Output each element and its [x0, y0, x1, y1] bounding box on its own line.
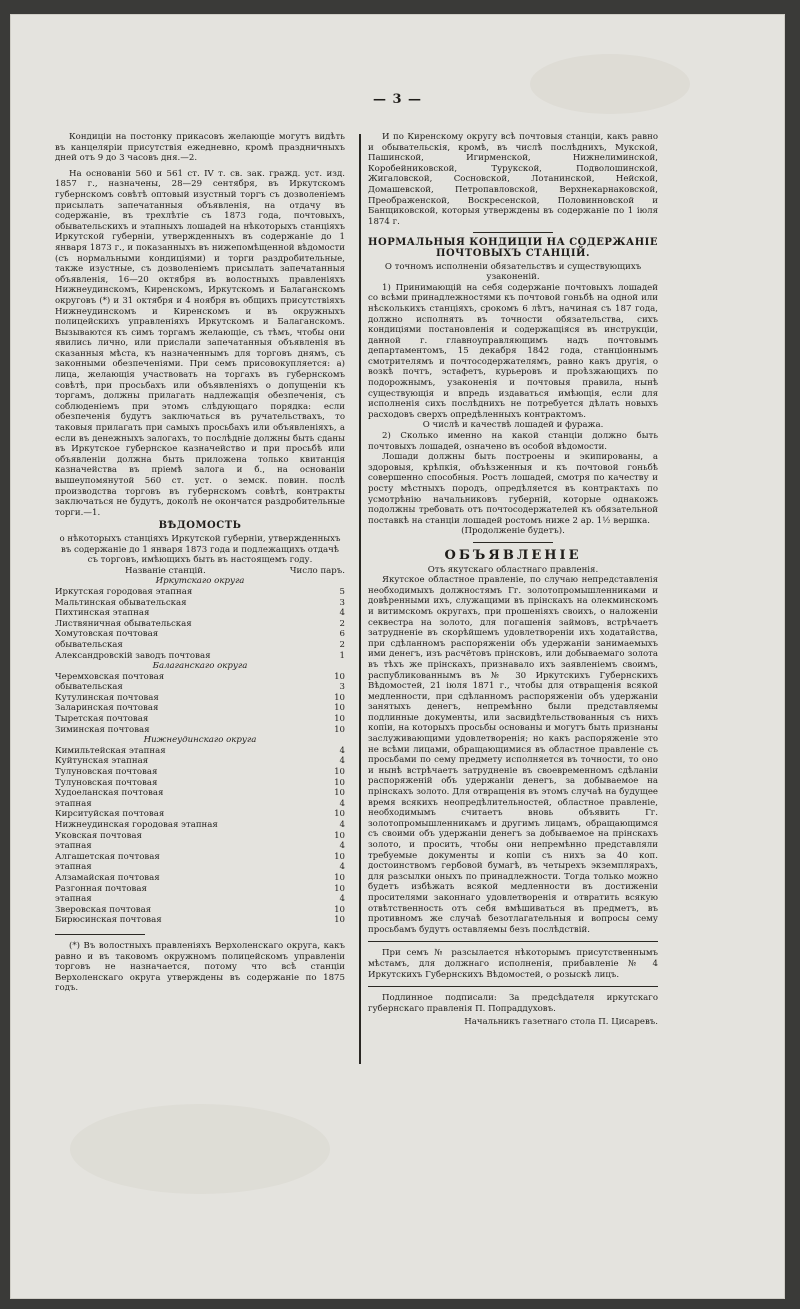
station-pair-count: 10	[334, 904, 345, 915]
station-row	[55, 651, 345, 662]
horses-subheading: О числѣ и качествѣ лошадей и фуража.	[422, 420, 604, 431]
station-pair-count: 10	[334, 714, 345, 725]
station-pair-count: 10	[334, 777, 345, 788]
station-row	[55, 831, 345, 842]
station-row	[55, 841, 345, 852]
station-pair-count: 4	[339, 841, 345, 852]
station-group-row	[55, 735, 345, 746]
station-name: Зверовская почтовая	[55, 904, 152, 915]
station-group-name: Иркутскаго округа	[155, 576, 245, 587]
column-header-count: Число паръ.	[289, 565, 345, 576]
supplement-paragraph: При семъ № разсылается нѣкоторымъ присутственнымъ мѣстамъ, для должнаго исполненія, прибавленіе № 4 Иркутскихъ Губернскихъ Вѣдомостей, о розыскѣ лицъ.	[368, 948, 658, 980]
station-name: Бирюсинская почтовая	[55, 915, 162, 926]
column-header-station: Названіе станцій.	[125, 565, 206, 576]
station-pair-count: 10	[334, 883, 345, 894]
station-row	[55, 714, 345, 725]
auction-paragraph: На основаніи 560 и 561 ст. IV т. св. зак. гражд. уст. изд. 1857 г., назначены, 28—29 сентября, въ Иркутскомъ губернскомъ совѣтѣ оптовый изустный торгъ съ дозволеніемъ присылать запечатанныя объявленія, на отдачу въ содержаніе, въ трехлѣтіе съ 1873 года, почтовыхъ, обывательскихъ и этапныхъ лошадей на нѣкоторыхъ станціяхъ Иркутской губерніи, утвержденныхъ въ содержаніе до 1 января 1873 г., и показанныхъ въ нижепомѣщенной вѣдомости (съ нормальными кондиціями) и торги раздробительные, также изустные, съ дозволеніемъ присылать запечатанныя объявленія, 16—20 октября въ волостныхъ правленіяхъ Нижнеудинскомъ, Киренскомъ, Иркутскомъ и Балаганскомъ округовъ (*) и 31 октября и 4 ноября въ общихъ присутствіяхъ Нижнеудинскомъ и Киренскомъ и въ окружныхъ полицейскихъ управленіяхъ Иркутскомъ и Балаганскомъ. Вызываются къ симъ торгамъ желающіе, съ тѣмъ, чтобы они явились лично, или прислали запечатанныя объявленія въ сказанныя мѣста, къ назначеннымъ для торговъ днямъ, съ законными обезпеченіями. При семъ присовокупляется: а) лица, желающія участвовать на торгахъ въ губернскомъ совѣтѣ, при просьбахъ или объявленіяхъ о допущеніи къ торгамъ, должны прилагать надлежащія обезпеченія, съ соблюденіемъ при этомъ слѣдующаго порядка: если обезпеченія будутъ заключаться въ ручательствахъ, то таковыя прилагать при самыхъ просьбахъ или объявленіяхъ, а если въ денежныхъ залогахъ, то послѣдніе должны быть сданы въ Иркутское губернское казначейство и при просьбѣ или объявленіи должна быть приложена только квитанція казначейства въ пріемѣ залога и б., на основаніи вышеупомянутой 560 ст. уст. о земск. повин. послѣ производства торговъ въ губернскомъ совѣтѣ, контракты заключаться не будутъ, доколѣ не окончатся раздробительные торги.—1.	[55, 168, 345, 518]
station-name: Черемховская почтовая	[55, 671, 165, 682]
station-name: Алгашетская почтовая	[55, 851, 160, 862]
station-name: обывательская	[55, 639, 123, 650]
station-row	[55, 852, 345, 863]
announcement-paragraph: Якутское областное правленіе, по случаю непредставленія необходимыхъ должностямъ Гг. золотопромышленниками и довѣренными ихъ, служащими въ прінскахъ на олекминскомъ и витимскомъ округахъ, при прошеніяхъ своихъ, о наложеніи секвестра на золото, для погашенія займовъ, встрѣчаетъ затрудненіе въ скорѣйшемъ удовлетвореніи ихъ ходатайства, при сдѣланномъ распоряженіи объ удержаніи занимаемыхъ ими денегъ, изъ расчётовъ прінсковъ, или добываемаго золота въ тѣхъ же прінскахъ, признавало ихъ заявленіемъ своимъ, распубликованнымъ въ № 30 Иркутскихъ Губернскихъ Вѣдомостей, 21 іюля 1871 г., чтобы для отвращенія всякой медленности, при сдѣланномъ распоряженіи объ удержаніи занятыхъ денегъ, непремѣнно были представляемы подлинные документы, или засвидѣтельствованныя съ нихъ копіи, на которыхъ просьбы основаны и могутъ быть признаны заслуживающими удовлетворенія; но какъ распоряженіе это не всѣми лицами, обращающимися въ областное правленіе съ просьбами по сему предмету исполняется въ точности, то оно и нынѣ встрѣчаетъ затрудненіе въ своевременномъ сдѣланіи распоряженій объ удержаніи денегъ, за добываемое на прінскахъ золото. Для отвращенія въ этомъ случаѣ на будущее время всякихъ неопредѣлительностей, областное правленіе, необходимымъ считаетъ вновь объявить Гг. золотопромышленникамъ и другимъ лицамъ, обращающимся съ своими объ удержаніи денегъ за добываемое на прінскахъ золото, и просить, чтобы они непремѣнно представляли требуемые документы и копіи съ нихъ за 40 коп. достоинствомъ гербовой бумагѣ, въ четырехъ экземплярахъ, для разсылки оныхъ по принадлежности. Тогда только можно будетъ избѣжать всякой медленности въ достиженіи просителями законнаго удовлетворенія и отвратить всякую отвѣтственность отъ себя вмѣшиваться въ предметъ, въ противномъ же случаѣ безотлагательныя и вопросы сему просьбамъ будутъ оставляемы безъ послѣдствій.	[368, 575, 658, 935]
announcement-subheading: Отъ якутскаго областнаго правленія.	[427, 564, 599, 575]
column-divider	[359, 134, 361, 1064]
station-row	[55, 778, 345, 789]
notice-paragraph: Кондиціи на постонку прикасовъ желающіе могутъ видѣть въ канцеляріи присутствія ежедневно, кромѣ праздничныхъ дней отъ 9 до 3 часовъ дня.—2.	[55, 132, 345, 164]
station-name: Уковская почтовая	[55, 830, 142, 841]
station-row	[55, 693, 345, 704]
station-name: этапная	[55, 894, 92, 905]
station-pair-count: 10	[334, 671, 345, 682]
station-row	[55, 873, 345, 884]
station-name: Алзамайская почтовая	[55, 872, 160, 883]
station-name: Иркутская городовая этапная	[55, 586, 193, 597]
station-row	[55, 905, 345, 916]
table-header	[55, 566, 345, 577]
station-name: этапная	[55, 841, 92, 852]
station-pair-count: 10	[334, 915, 345, 926]
station-group-name: Нижнеудинскаго округа	[143, 735, 257, 746]
station-pair-count: 3	[339, 597, 345, 608]
kirensk-paragraph: И по Киренскому округу всѣ почтовыя станціи, какъ равно и обывательскія, кромѣ, въ числѣ послѣднихъ, Мукской, Пашинской, Игирменской, Нижнелиминской, Коробейниковской, Турукской, Подволошинской, Жигаловской, Сосновской, Лотанинской, Нейской, Домашевской, Петропавловской, Верхнекарнаковской, Преображенской, Воскресенской, Половинновской и Банщиковской, которыя утверждены въ содержаніе по 1 іюля 1874 г.	[368, 132, 658, 227]
conditions-paragraph-1: 1) Принимающій на себя содержаніе почтовыхъ лошадей со всѣми принадлежностями къ почтовой гоньбѣ на одной или нѣсколькихъ станціяхъ, срокомъ 6 лѣтъ, начиная съ 187 года, должно исполнять въ точности обязательства, сихъ кондиціями постановленія и содержащіяся въ инструкціи, данной г. главноуправляющимъ надъ почтовымъ департаментомъ, 15 декабря 1842 года, станціоннымъ смотрителямъ и почтосодержателямъ, равно какъ другія, о возкѣ почтъ, эстафетъ, курьеровъ и проѣзжающихъ по подорожнымъ, узаконенія и почтовыя правила, нынѣ существующія и впредь издаваться имѣющія, если для исполненія сихъ послѣднихъ не потребуется дѣлать новыхъ расходовъ сверхъ опредѣленныхъ контрактомъ.	[368, 282, 658, 420]
station-row	[55, 672, 345, 683]
conditions-subheading: О точномъ исполненіи обязательствъ и существующихъ узаконеній.	[384, 261, 642, 283]
station-name: Разгонная почтовая	[55, 883, 147, 894]
station-name: Александровскій заводъ почтовая	[55, 650, 211, 661]
station-row	[55, 587, 345, 598]
station-row	[55, 725, 345, 736]
station-name: Нижнеудинская городовая этапная	[55, 820, 218, 830]
station-group-row	[55, 661, 345, 672]
station-pair-count: 4	[339, 745, 345, 756]
station-row	[55, 884, 345, 895]
station-row	[55, 894, 345, 905]
station-pair-count: 10	[334, 692, 345, 703]
station-row	[55, 788, 345, 799]
station-name: обывательская	[55, 682, 123, 693]
station-pair-count: 4	[339, 608, 345, 619]
station-row	[55, 598, 345, 609]
footnote-rule	[55, 934, 145, 935]
station-pair-count: 4	[339, 820, 345, 830]
station-row	[55, 703, 345, 714]
announcement-heading: ОБЪЯВЛЕНІЕ	[444, 547, 582, 563]
station-group-row	[55, 576, 345, 587]
station-pair-count: 10	[334, 809, 345, 820]
station-pair-count: 6	[339, 629, 345, 640]
signature-line: Подлинное подписали: За предсѣдателя иркутскаго губернскаго правленія П. Попраддуховъ.	[368, 993, 658, 1014]
station-name: Заларинская почтовая	[55, 703, 159, 714]
station-pair-count: 10	[334, 788, 345, 799]
station-name: Хомутовская почтовая	[55, 629, 159, 640]
conditions-paragraph-2: 2) Сколько именно на какой станціи должно быть почтовыхъ лошадей, означено въ особой вѣдомости.	[368, 431, 658, 452]
right-column	[368, 132, 658, 1028]
station-name: Кимильтейская этапная	[55, 745, 166, 756]
station-name: Мальтинская обывательская	[55, 597, 187, 608]
station-name: Куйтунская этапная	[55, 756, 149, 767]
station-name: Зиминская почтовая	[55, 724, 150, 735]
station-row	[55, 820, 345, 831]
station-name: этапная	[55, 798, 92, 809]
station-row	[55, 809, 345, 820]
stations-table	[55, 576, 345, 926]
station-pair-count: 4	[339, 756, 345, 767]
section-rule	[473, 232, 553, 233]
station-row	[55, 756, 345, 767]
station-name: Тыретская почтовая	[55, 714, 149, 725]
station-pair-count: 5	[339, 586, 345, 597]
station-row	[55, 682, 345, 693]
conditions-heading: НОРМАЛЬНЫЯ КОНДИЦІИ НА СОДЕРЖАНІЕ ПОЧТОВЫХЪ СТАНЦІЙ.	[368, 237, 658, 259]
station-row	[55, 799, 345, 810]
station-pair-count: 10	[334, 851, 345, 862]
footnote: (*) Въ волостныхъ правленіяхъ Верхоленскаго округа, какъ равно и въ таковомъ окружномъ полицейскомъ управленіи торговъ не назначается, потому что всѣ станціи Верхоленскаго округа утверждены въ содержаніе по 1875 годъ.	[55, 940, 345, 994]
station-pair-count: 10	[334, 724, 345, 735]
station-row	[55, 640, 345, 651]
station-pair-count: 3	[339, 682, 345, 693]
page-number: — 3 —	[372, 92, 423, 107]
station-pair-count: 4	[339, 862, 345, 873]
signature-line: Начальникъ газетнаго стола П. Цисаревъ.	[464, 1017, 658, 1028]
vedomost-title: ВѢДОМОСТЬ	[158, 520, 242, 532]
station-row	[55, 767, 345, 778]
vedomost-subtitle: о нѣкоторыхъ станціяхъ Иркутской губерніи, утвержденныхъ въ содержаніе до 1 января 1873 года и подлежащихъ отдачѣ съ торговъ, имѣющихъ быть въ настоящемъ году.	[59, 533, 341, 566]
left-column	[55, 132, 345, 994]
station-row	[55, 915, 345, 926]
station-row	[55, 629, 345, 640]
station-pair-count: 1	[339, 650, 345, 661]
station-name: этапная	[55, 862, 92, 873]
station-row	[55, 608, 345, 619]
continuation-note: (Продолженіе будетъ).	[461, 526, 565, 537]
station-pair-count: 2	[339, 618, 345, 629]
station-row	[55, 862, 345, 873]
newspaper-page	[10, 14, 785, 1299]
station-name: Кутулинская почтовая	[55, 692, 159, 703]
station-pair-count: 4	[339, 894, 345, 905]
station-name: Кирситуйская почтовая	[55, 809, 165, 820]
conditions-paragraph-3: Лошади должны быть построены и экипированы, а здоровыя, крѣпкія, объѣзженныя и къ почтовой гоньбѣ совершенно способныя. Ростъ лошадей, смотря по качеству и росту мѣстныхъ породъ, опредѣляется въ контрактахъ по усмотрѣнію начальниковъ губерній, которые однакожъ подолжны требовать отъ почтосодержателей къ обязательной поставкѣ на станціи лошадей ростомъ ниже 2 ар. 1½ вершка.	[368, 452, 658, 526]
station-pair-count: 10	[334, 703, 345, 714]
section-rule	[368, 941, 658, 942]
station-pair-count: 10	[334, 767, 345, 778]
section-rule	[368, 986, 658, 987]
station-pair-count: 2	[339, 639, 345, 650]
station-name: Тулуновская почтовая	[55, 767, 158, 778]
station-name: Пихтинская этапная	[55, 608, 150, 619]
station-row	[55, 746, 345, 757]
station-name: Худоеланская почтовая	[55, 788, 164, 799]
station-group-name: Балаганскаго округа	[152, 661, 248, 672]
station-pair-count: 4	[339, 798, 345, 809]
station-name: Тулуновская почтовая	[55, 777, 158, 788]
section-rule	[473, 542, 553, 543]
paper-stain	[70, 1104, 330, 1194]
station-pair-count: 10	[334, 872, 345, 883]
station-row	[55, 619, 345, 630]
station-pair-count: 10	[334, 830, 345, 841]
station-name: Листвяничная обывательская	[55, 618, 192, 629]
